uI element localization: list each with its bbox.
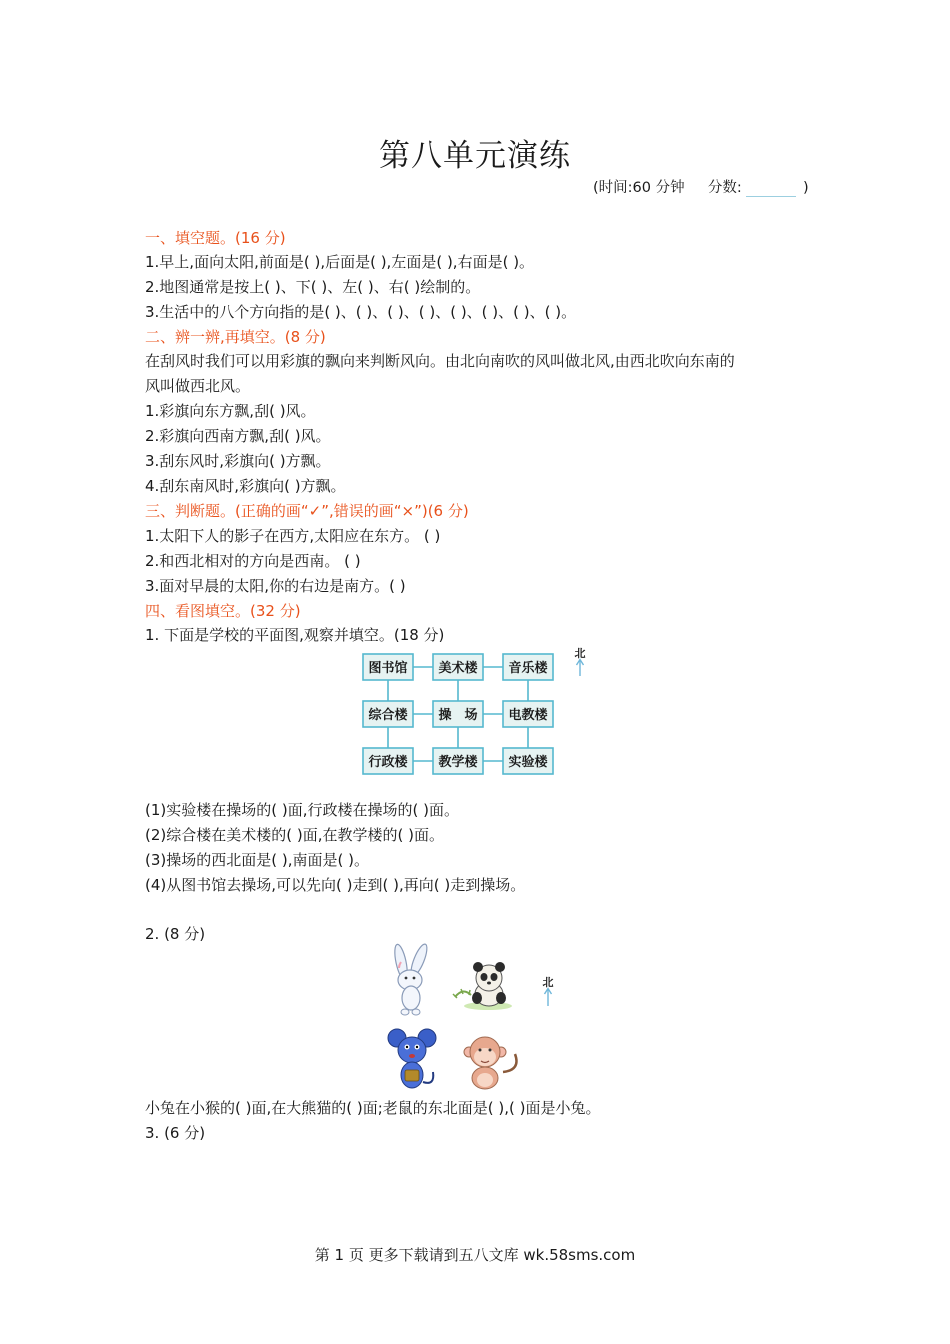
s4-q1-part-1: (1)实验楼在操场的( )面,行政楼在操场的( )面。: [145, 801, 459, 819]
building-library: [363, 654, 413, 680]
s3-question-3: 3.面对早晨的太阳,你的右边是南方。( ): [145, 577, 406, 595]
building-laboratory: [503, 748, 553, 774]
s1-question-1: 1.早上,面向太阳,前面是( ),后面是( ),左面是( ),右面是( )。: [145, 253, 535, 271]
svg-text:电教楼: 电教楼: [508, 708, 548, 723]
rabbit-icon: [392, 942, 430, 1015]
s4-q1-part-3: (3)操场的西北面是( ),南面是( )。: [145, 851, 369, 869]
s4-q2-title: 2. (8 分): [145, 925, 206, 943]
s2-question-1: 1.彩旗向东方飘,刮( )风。: [145, 402, 316, 420]
panda-icon: [453, 962, 512, 1010]
s4-q2-text: 小兔在小猴的( )面,在大熊猫的( )面;老鼠的东北面是( ),( )面是小兔。: [145, 1099, 601, 1117]
s1-question-3: 3.生活中的八个方向指的是( )、( )、( )、( )、( )、( )、( )、( )。: [145, 303, 577, 321]
s3-question-2: 2.和西北相对的方向是西南。 ( ): [145, 552, 361, 570]
svg-text:北: 北: [542, 976, 554, 989]
section-1-heading: 一、填空题。(16 分): [145, 229, 286, 247]
svg-text:北: 北: [574, 647, 586, 660]
exam-meta: (时间:60 分钟 分数: ): [593, 180, 809, 196]
section-4-heading: 四、看图填空。(32 分): [145, 602, 301, 620]
page-footer: 第 1 页 更多下载请到五八文库 wk.58sms.com: [314, 1246, 636, 1264]
s3-question-1: 1.太阳下人的影子在西方,太阳应在东方。 ( ): [145, 527, 441, 545]
svg-text:实验楼: 实验楼: [508, 755, 548, 770]
svg-text:图书馆: 图书馆: [368, 661, 408, 676]
monkey-icon: [464, 1037, 517, 1089]
north-arrow-icon: [575, 647, 586, 676]
svg-text:操 场: 操 场: [438, 708, 478, 723]
s4-q1-title: 1. 下面是学校的平面图,观察并填空。(18 分): [145, 626, 445, 644]
time-limit: (时间:60 分钟: [593, 180, 685, 196]
s4-q3-title: 3. (6 分): [145, 1124, 206, 1142]
animals-illustration: [385, 940, 565, 1092]
building-playground: [433, 701, 483, 727]
page-title: 第八单元演练: [379, 138, 571, 174]
s1-question-2: 2.地图通常是按上( )、下( )、左( )、右( )绘制的。: [145, 278, 481, 296]
s4-q1-part-4: (4)从图书馆去操场,可以先向( )走到( ),再向( )走到操场。: [145, 876, 526, 894]
svg-text:综合楼: 综合楼: [368, 708, 408, 723]
svg-text:教学楼: 教学楼: [438, 755, 478, 770]
building-comprehensive: [363, 701, 413, 727]
school-plan-diagram: [355, 645, 605, 777]
s2-intro-line-1: 在刮风时我们可以用彩旗的飘向来判断风向。由北向南吹的风叫做北风,由西北吹向东南的: [145, 352, 735, 370]
s2-question-4: 4.刮东南风时,彩旗向( )方飘。: [145, 477, 346, 495]
mouse-icon: [388, 1029, 436, 1088]
building-teaching: [433, 748, 483, 774]
building-administration: [363, 748, 413, 774]
section-3-heading: 三、判断题。(正确的画“✓”,错误的画“×”)(6 分): [145, 502, 469, 520]
s4-q1-part-2: (2)综合楼在美术楼的( )面,在教学楼的( )面。: [145, 826, 444, 844]
s2-question-3: 3.刮东风时,彩旗向( )方飘。: [145, 452, 331, 470]
animals-north-arrow-icon: [543, 976, 554, 1006]
building-music: [503, 654, 553, 680]
svg-text:音乐楼: 音乐楼: [508, 661, 548, 676]
s2-intro-line-2: 风叫做西北风。: [145, 377, 251, 395]
svg-text:美术楼: 美术楼: [438, 661, 478, 676]
section-2-heading: 二、辨一辨,再填空。(8 分): [145, 328, 326, 346]
building-av-education: [503, 701, 553, 727]
score-label: 分数:: [707, 180, 742, 196]
s2-question-2: 2.彩旗向西南方飘,刮( )风。: [145, 427, 331, 445]
score-blank[interactable]: [746, 182, 796, 197]
svg-text:行政楼: 行政楼: [368, 755, 408, 770]
building-art: [433, 654, 483, 680]
